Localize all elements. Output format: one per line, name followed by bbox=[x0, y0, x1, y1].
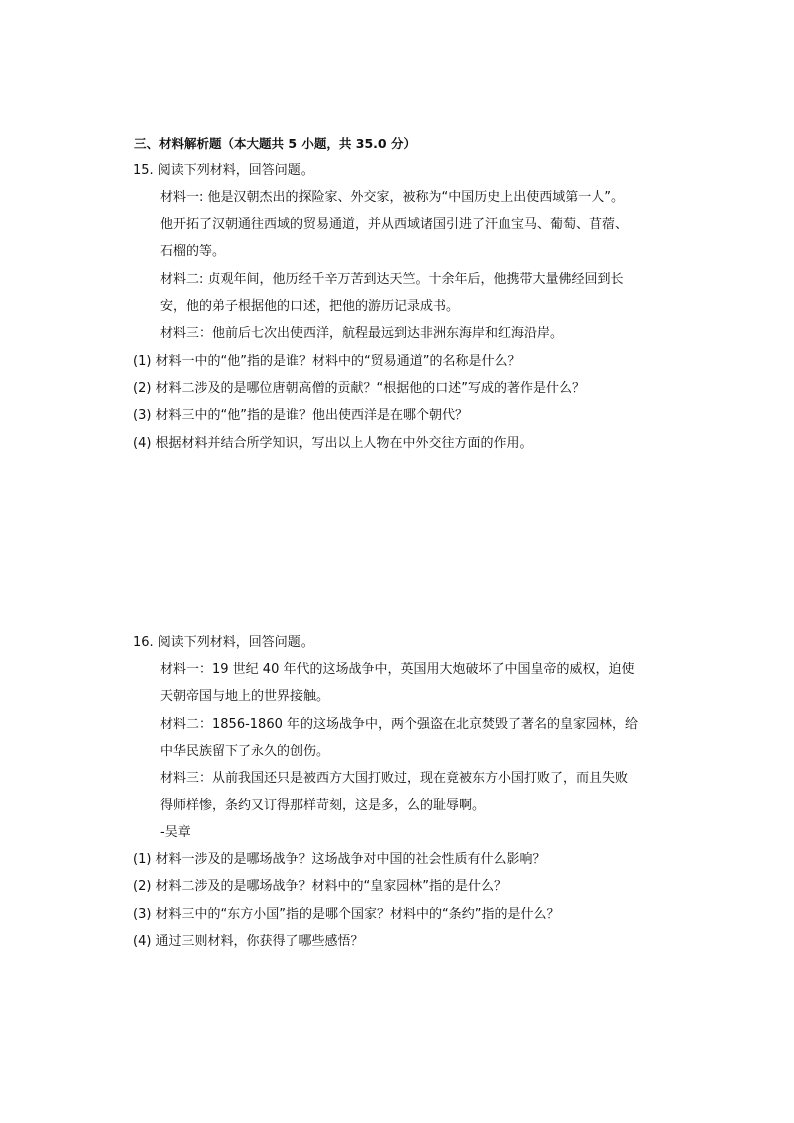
q15-material2-line1: 材料二: 贞观年间，他历经千辛万苦到达天竺。十余年后，他携带大量佛经回到长 bbox=[160, 272, 624, 287]
q15-material1-line1: 材料一: 他是汉朝杰出的探险家、外交家，被称为“中国历史上出使西域第一人”。 bbox=[160, 190, 624, 205]
q16-sub-question-3: (3) 材料三中的“东方小国”指的是哪个国家？材料中的“条约”指的是什么？ bbox=[133, 907, 560, 922]
q15-sub-question-2: (2) 材料二涉及的是哪位唐朝高僧的贡献？“根据他的口述”写成的著作是什么？ bbox=[133, 381, 586, 396]
question-16-header bbox=[133, 634, 314, 652]
q16-material2-line2: 中华民族留下了永久的创伤。 bbox=[160, 744, 330, 759]
q16-material3-line2: 得师样惨，条约又订得那样苛刻，这是多，么的耻辱啊。 bbox=[160, 798, 486, 813]
q16-material2-line1: 材料二：1856-1860 年的这场战争中，两个强盗在北京焚毁了著名的皇家园林，给 bbox=[160, 717, 638, 732]
q15-material3-line1: 材料三：他前后七次出使西洋，航程最远到达非洲东海岸和红海沿岸。 bbox=[160, 326, 564, 341]
question-15-prompt: 阅读下列材料，回答问题。 bbox=[157, 163, 314, 178]
q16-material3-attribution: -吴章 bbox=[160, 825, 191, 840]
q15-sub-question-3: (3) 材料三中的“他”指的是谁？他出使西洋是在哪个朝代？ bbox=[133, 408, 469, 423]
section-title: 三、材料解析题（本大题共 5 小题，共 35.0 分） bbox=[134, 136, 416, 151]
q15-material2-line2: 安，他的弟子根据他的口述，把他的游历记录成书。 bbox=[160, 299, 460, 314]
q15-material1-line2: 他开拓了汉朝通往西域的贸易通道，并从西域诸国引进了汗血宝马、葡萄、苜蓿、 bbox=[160, 217, 629, 232]
q16-material1-line2: 天朝帝国与地上的世界接触。 bbox=[160, 689, 330, 704]
q16-material3-line1: 材料三：从前我国还只是被西方大国打败过，现在竟被东方小国打败了，而且失败 bbox=[160, 771, 629, 786]
q15-sub-question-1: (1) 材料一中的“他”指的是谁？材料中的“贸易通道”的名称是什么？ bbox=[133, 354, 521, 369]
q16-material1-line1: 材料一：19 世纪 40 年代的这场战争中，英国用大炮破坏了中国皇帝的威权，迫使 bbox=[160, 662, 635, 677]
question-15-header bbox=[133, 162, 314, 180]
q15-material1-line3: 石榴的等。 bbox=[160, 244, 226, 259]
q16-sub-question-4: (4) 通过三则材料，你获得了哪些感悟？ bbox=[133, 934, 364, 949]
q16-sub-question-2: (2) 材料二涉及的是哪场战争？材料中的“皇家园林”指的是什么？ bbox=[133, 879, 508, 894]
question-15-number: 15. bbox=[133, 163, 154, 178]
question-16-number: 16. bbox=[133, 635, 154, 650]
q15-sub-question-4: (4) 根据材料并结合所学知识，写出以上人物在中外交往方面的作用。 bbox=[133, 436, 533, 451]
question-16-prompt: 阅读下列材料，回答问题。 bbox=[157, 635, 314, 650]
q16-sub-question-1: (1) 材料一涉及的是哪场战争？这场战争对中国的社会性质有什么影响？ bbox=[133, 852, 546, 867]
